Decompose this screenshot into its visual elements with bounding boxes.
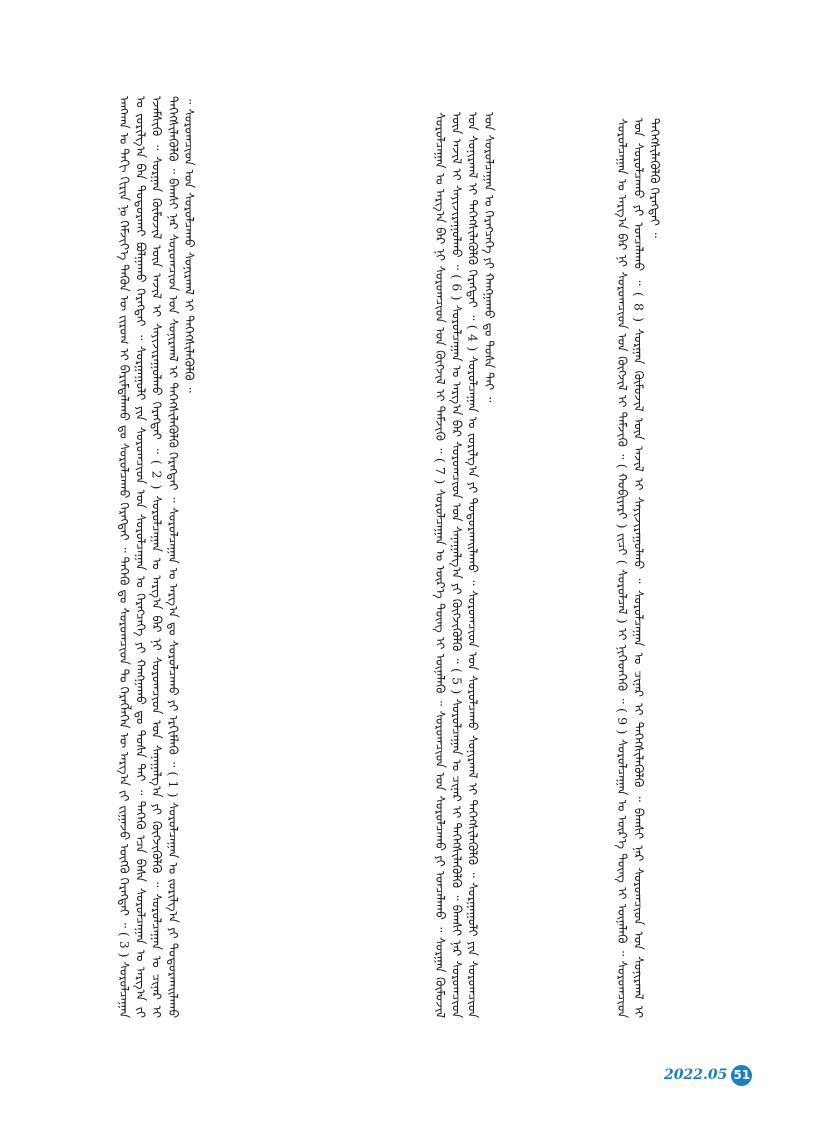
text-column-middle: ᠰᠤᠷᠤᠯᠴᠠᠭᠠᠨ ᠤ ᠠᠷᠭ᠎ᠠ ᠪᠠᠷ ᠨᠢ ᠰᠤᠷᠤᠭᠴᠢᠳ ᠤᠨ ᠬᠥᠭᠵᠢᠯ ᠢ ᠳᠡᠮᠵᠢᠬᠦ ᠃ ( 7 ) ᠰᠤᠷᠤᠯᠴᠠᠭᠠᠨ ᠤ ᠦᠷ᠎ᠡ ᠳᠦᠩ ᠢ ᠦᠨᠡᠯᠡᠬᠦ ᠃ ᠰᠤᠷᠤᠭᠴᠢᠳ ᠤᠨ ᠰᠤᠷᠤᠯᠴᠠᠬᠤ ᠶᠢ ᠣᠨᠴᠠᠯᠠᠬᠤ ᠃ ᠰᠤᠷᠭᠠᠨ ᠬᠦᠮᠦᠵᠢᠯ ᠦᠨ ᠠᠵᠢᠯ ᠢ ᠰᠠᠶᠢᠵᠢᠷᠠᠭᠤᠯᠬᠤ ᠃ ( 6 ) ᠰᠤᠷᠤᠯᠴᠠᠭᠠᠨ ᠤ ᠠᠷᠭ᠎ᠠ ᠪᠠᠷ ᠰᠤᠷᠤᠭᠴᠢᠳ ᠤᠨ ᠰᠠᠨᠠᠭᠠᠯᠭ᠎ᠠ ᠶᠢ ᠬᠥᠭᠵᠢᠭᠦᠯᠬᠦ ᠃ ( 5 ) ᠰᠤᠷᠤᠯᠴᠠᠭᠠᠨ ᠤ ᠴᠢᠨᠠᠷ ᠢ ᠳᠡᠭᠡᠭᠰᠢᠯᠡᠭᠦᠯᠬᠦ ᠃ ᠪᠠᠭᠰᠢ ᠨᠠᠷ ᠰᠤᠷᠤᠭᠴᠢᠳ ᠤᠨ ᠰᠣᠨᠢᠷᠬᠠᠯ ᠢ ᠳᠡᠭᠡᠭᠰᠢᠯᠡᠭᠦᠯᠬᠦ ᠬᠡᠷᠡᠭᠲᠡᠢ ᠃ ( 4 ) ᠰᠤᠷᠤᠯᠴᠠᠭᠠᠨ ᠤ ᠵᠣᠷᠢᠯᠭ᠎ᠠ ᠶᠢ ᠲᠣᠳᠤᠷᠬᠠᠢᠯᠠᠬᠤ ᠃ ᠰᠤᠷᠤᠭᠴᠢᠳ ᠤᠨ ᠰᠤᠷᠤᠯᠴᠠᠬᠤ ᠰᠤᠨᠢᠷᠬᠠᠯ ᠢ ᠳᠡᠭᠡᠭᠰᠢᠯᠡᠭᠦᠯᠬᠦ ᠃ ᠰᠤᠷᠭᠠᠭᠤᠯᠢ ᠶᠢᠨ ᠰᠤᠷᠤᠭᠴᠢᠳ ᠤᠨ ᠰᠤᠷᠤᠯᠴᠠᠭᠠᠨ ᠤ ᠬᠡᠷᠡᠭᠴᠡᠭᠡ ᠶᠢ ᠬᠠᠩᠭᠠᠬᠤ ᠳᠤ ᠲᠤᠰᠠ ᠲᠠᠢ ᠃ bbox=[433, 112, 497, 1018]
issue-label: 2022.05 bbox=[664, 1067, 728, 1083]
page-number-badge: 51 bbox=[731, 1065, 752, 1086]
page-footer bbox=[664, 1064, 752, 1086]
text-column-left: ᠠᠩᠬᠠᠨ ᠤ ᠳᠡᠬᠢ ᠬᠢᠷᠢᠨ ᠨᠤ ᠬᠡᠮᠵᠢᠶ᠎ᠡ ᠲᠡᠭᠦᠨ ᠦ ᠵᠢᠷᠤᠭ ᠢ ᠪᠠᠷᠢᠮᠲᠠᠯᠠᠬᠤ ᠳᠤ ᠰᠤᠷᠤᠯᠴᠠᠬᠤ ᠬᠡᠷᠡᠭᠲᠡᠢ ᠃ ᠲᠡᠭᠡᠬᠦ ᠳᠤ ᠰᠤᠷᠤᠭᠴᠢᠳ ᠲᠤ ᠬᠡᠷᠡᠭᠯᠡᠭᠡᠨ ᠦ ᠠᠷᠭ᠎ᠠ ᠵᠢ ᠵᠢᠭᠠᠵᠤ ᠥᠭᠬᠦ ᠬᠡᠷᠡᠭᠲᠡᠢ ᠃ ( 3 ) ᠰᠤᠷᠤᠯᠴᠠᠭᠠᠨ ᠤ ᠵᠣᠷᠢᠯᠭ᠎ᠠ ᠪᠠᠨ ᠲᠣᠳᠤᠷᠬᠠᠢ ᠪᠣᠯᠭᠠᠬᠤ ᠬᠡᠷᠡᠭᠲᠡᠢ ᠃ ᠰᠤᠷᠭᠠᠭᠤᠯᠢ ᠶᠢᠨ ᠰᠤᠷᠤᠭᠴᠢᠳ ᠤᠨ ᠰᠤᠷᠤᠯᠴᠠᠭᠠᠨ ᠤ ᠬᠡᠷᠡᠭᠴᠡᠭᠡ ᠶᠢ ᠬᠠᠩᠭᠠᠬᠤ ᠳᠤ ᠲᠤᠰᠠ ᠲᠠᠢ ᠃ ᠲᠡᠭᠡᠬᠦ ᠡᠴᠡ ᠪᠠᠰᠠ ᠰᠤᠷᠤᠯᠴᠠᠭᠠᠨ ᠤ ᠠᠷᠭ᠎ᠠ ᠵᠢ ᠡᠵᠡᠮᠰᠢᠬᠦ ᠃ ᠰᠤᠷᠭᠠᠨ ᠬᠦᠮᠦᠵᠢᠯ ᠦᠨ ᠠᠵᠢᠯ ᠢ ᠰᠠᠶᠢᠵᠢᠷᠠᠭᠤᠯᠬᠤ ᠬᠡᠷᠡᠭᠲᠡᠢ ᠃ ( 2 ) ᠰᠤᠷᠤᠯᠴᠠᠭᠠᠨ ᠤ ᠠᠷᠭ᠎ᠠ ᠪᠠᠷ ᠨᠢ ᠰᠤᠷᠤᠭᠴᠢᠳ ᠤᠨ ᠰᠠᠨᠠᠭᠠᠯᠭ᠎ᠠ ᠶᠢ ᠬᠥᠭᠵᠢᠭᠦᠯᠬᠦ ᠃ ᠰᠤᠷᠤᠯᠴᠠᠭᠠᠨ ᠤ ᠴᠢᠨᠠᠷ ᠢ ᠳᠡᠭᠡᠭᠰᠢᠯᠡᠭᠦᠯᠬᠦ ᠃ ᠪᠠᠭᠰᠢ ᠨᠠᠷ ᠰᠤᠷᠤᠭᠴᠢᠳ ᠤᠨ ᠰᠣᠨᠢᠷᠬᠠᠯ ᠢ ᠳᠡᠭᠡᠭᠰᠢᠯᠡᠭᠦᠯᠬᠦ ᠬᠡᠷᠡᠭᠲᠡᠢ ᠃ ᠰᠤᠷᠤᠯᠴᠠᠭᠠᠨ ᠤ ᠠᠷᠭ᠎ᠠ ᠳᠤ ᠰᠤᠷᠤᠯᠴᠠᠬᠤ ᠶᠢ ᠡᠷᠬᠢᠮᠯᠡᠬᠦ ᠃ ( 1 ) ᠰᠤᠷᠤᠯᠴᠠᠭᠠᠨ ᠤ ᠵᠣᠷᠢᠯᠭ᠎ᠠ ᠶᠢ ᠲᠣᠳᠤᠷᠬᠠᠢᠯᠠᠬᠤ ᠃ ᠰᠤᠷᠤᠭᠴᠢᠳ ᠤᠨ ᠰᠤᠷᠤᠯᠴᠠᠬᠤ ᠰᠤᠨᠢᠷᠬᠠᠯ ᠢ ᠳᠡᠭᠡᠭᠰᠢᠯᠡᠭᠦᠯᠬᠦ ᠃ bbox=[117, 96, 198, 1018]
text-column-right: ᠰᠤᠷᠤᠯᠴᠠᠭᠠᠨ ᠤ ᠠᠷᠭ᠎ᠠ ᠪᠠᠷ ᠨᠢ ᠰᠤᠷᠤᠭᠴᠢᠳ ᠤᠨ ᠬᠥᠭᠵᠢᠯ ᠢ ᠳᠡᠮᠵᠢᠬᠦ ᠃ ( ᠬᠤᠪᠢᠶᠠᠷᠢ ) ᠵᠢᠴᠢ ( ᠰᠤᠷᠤᠯᠴᠠᠯ ) ᠢ ᠨᠢᠭᠡᠳᠬᠡᠬᠦ ᠃ ( 9 ) ᠰᠤᠷᠤᠯᠴᠠᠭᠠᠨ ᠤ ᠦᠷ᠎ᠡ ᠳᠦᠩ ᠢ ᠦᠨᠡᠯᠡᠬᠦ ᠃ ᠰᠤᠷᠤᠭᠴᠢᠳ ᠤᠨ ᠰᠤᠷᠤᠯᠴᠠᠬᠤ ᠶᠢ ᠣᠨᠴᠠᠯᠠᠬᠤ ᠃ ( 8 ) ᠰᠤᠷᠭᠠᠨ ᠬᠦᠮᠦᠵᠢᠯ ᠦᠨ ᠠᠵᠢᠯ ᠢ ᠰᠠᠶᠢᠵᠢᠷᠠᠭᠤᠯᠬᠤ ᠃ ᠰᠤᠷᠤᠯᠴᠠᠭᠠᠨ ᠤ ᠴᠢᠨᠠᠷ ᠢ ᠳᠡᠭᠡᠭᠰᠢᠯᠡᠭᠦᠯᠬᠦ ᠃ ᠪᠠᠭᠰᠢ ᠨᠠᠷ ᠰᠤᠷᠤᠭᠴᠢᠳ ᠤᠨ ᠰᠣᠨᠢᠷᠬᠠᠯ ᠢ ᠳᠡᠭᠡᠭᠰᠢᠯᠡᠭᠦᠯᠬᠦ ᠬᠡᠷᠡᠭᠲᠡᠢ ᠃ bbox=[615, 118, 663, 1018]
